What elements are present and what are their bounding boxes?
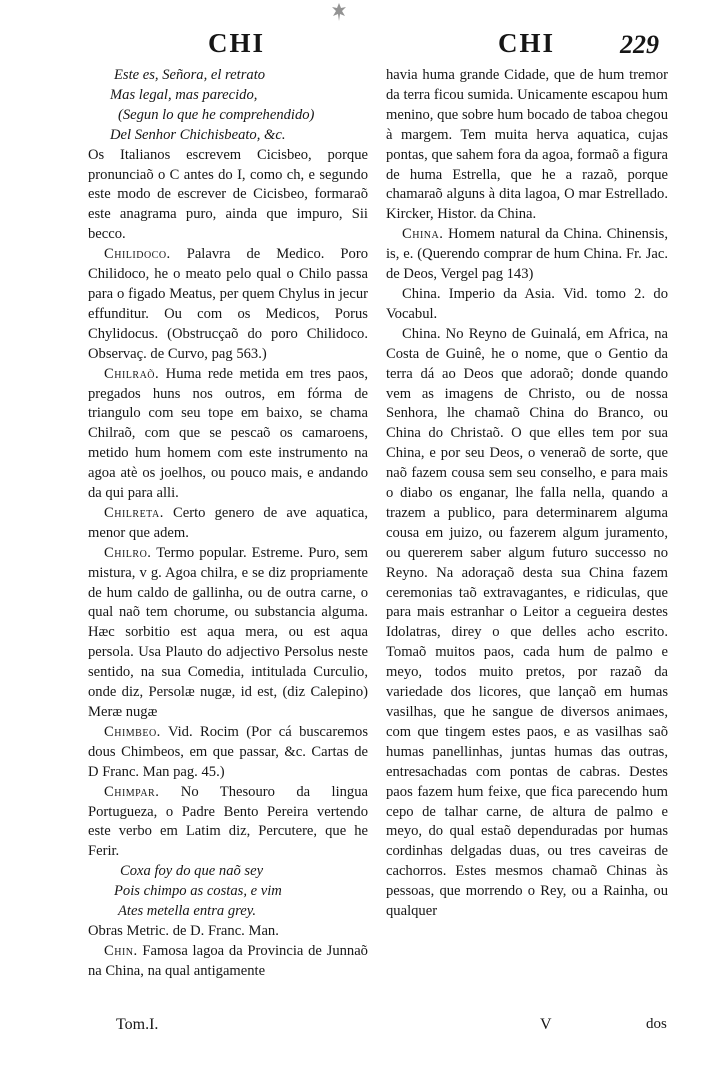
running-head-right: CHI bbox=[498, 28, 556, 58]
entry-headword: Chilraõ. bbox=[104, 365, 160, 382]
verse-block-1 bbox=[88, 66, 368, 146]
entry-china-imperio: China. Imperio da Asia. Vid. tomo 2. do Vocabul. bbox=[386, 285, 668, 322]
entry-chilro bbox=[88, 544, 368, 723]
entry-text: Certo genero de ave aquatica, menor que adem. bbox=[88, 504, 368, 541]
volume-label: Tom.I. bbox=[116, 1016, 159, 1033]
entry-chilidoco bbox=[88, 245, 368, 364]
verse-line: Ates metella entra grey. bbox=[118, 903, 257, 920]
cicisbeo-paragraph: Os Italianos escrevem Cicisbeo, porque pronunciaõ o C antes do I, como ch, e segundo este modo de escrever de Cicisbeo, formaraõ este anagrama puro, ainda que impuro, Sii becco. bbox=[88, 146, 368, 243]
entry-china-homem bbox=[386, 225, 668, 285]
entry-text: Palavra de Medico. Poro Chilidoco, he o meato pelo qual o Chilo passa para o figado Meatus, per quem Chylus in jecur effunditur. Ou com os Medicos, Porus Chylidocus. (Obstrucçaõ do poro Chilidoco. Observaç. de Curvo, pag 563.) bbox=[88, 246, 368, 362]
entry-headword: Chilreta. bbox=[104, 504, 164, 521]
entry-text: Huma rede metida em tres paos, pregados huns nos outros, em fórma de triangulo com seu tope em baixo, se chama Chilraõ, com que se pescaõ os camaroens, metido hum homem com este instrumento na agoa atè os joelhos, ou pouco mais, e andando da qui para alli. bbox=[88, 365, 368, 502]
entry-chimpar bbox=[88, 783, 368, 863]
chin-continuation: havia huma grande Cidade, que de hum tremor da terra ficou sumida. Unicamente escapou hum menino, que sobre hum bocado de taboa chegou à margem. Tem muita herva aquatica, cujas pontas, que sahem fora da agoa, formaõ a figura de huma Estrella, que he a razaõ, porque chamaraõ alguns à dita lagoa, O mar Estrellado. Kircker, Histor. da China. bbox=[386, 67, 668, 223]
verse-block-2 bbox=[88, 862, 368, 922]
entry-chilrao bbox=[88, 365, 368, 504]
running-head-left: CHI bbox=[208, 28, 266, 58]
entry-headword: Chilro. bbox=[104, 544, 152, 561]
entry-china-guinala: China. No Reyno de Guinalá, em Africa, na Costa de Guinê, he o nome, que o Gentio da terra dá ao Deos que adoraõ; donde quando vem as imagens de Christo, ou de nossa Senhora, lhe chamaõ China do Branco, ou China do Christaõ. O que elles tem por sua China, e por seu Deos, o veneraõ de sorte, que naõ fazem cousa sem seu conselho, e para mais o diabo os enganar, lhe falla nella, quando a trazem a publico, para determinarem alguma cousa em juizo, ou fazerem algum juramento, ou quererem saber algum futuro successo no Reyno. Na adoraçaõ desta sua China fazem ceremonias taõ extravagantes, e ridiculas, que para mais estranhar o Leitor a cegueira destes Idolatras, direy o que delles acho escrito. Tomaõ muitos paos, cada hum de palmo e meyo, todos muito pretos, por razaõ da variedade dos licores, que lançaõ em humas vasilhas, que he sangue de diversos animaes, com que tingem estes paos, e as vasilhas saõ humas panellinhas, juntas humas das outras, entresachadas com pontas de cabras. Destes paos fazem hum feixe, que fica parecendo hum cepo de talhar carne, de altura de palmo e meyo, do qual estaõ dependuradas por humas cordinhas delgadas duas, ou tres caveiras de cachorros. Estes mesmos chamaõ Chinas às pessoas, que morrendo o Rey, ou a Rainha, ou qualquer bbox=[386, 325, 668, 920]
verse-line: (Segun lo que he comprehendido) bbox=[118, 106, 315, 123]
left-column bbox=[88, 66, 368, 982]
entry-text: Famosa lagoa da Provincia de Junnaõ na China, na qual antigamente bbox=[88, 942, 368, 979]
verse-line: Mas legal, mas parecido, bbox=[110, 86, 258, 103]
page-number: 229 bbox=[620, 30, 659, 59]
verse-line: Este es, Señora, el retrato bbox=[114, 67, 266, 83]
entry-text: No Thesouro da lingua Portugueza, o Padre Bento Pereira vertendo este verbo em Latim diz, Percutere, que he Ferir. bbox=[88, 783, 368, 860]
entry-chin bbox=[88, 942, 368, 982]
entry-text: Termo popular. Estreme. Puro, sem mistura, v g. Agoa chilra, e se diz propriamente de hum caldo de gallinha, ou de outra carne, o qual naõ tem chorume, ou substancia alguma. Hæc sorbitio est aqua mera, ou est aqua persola. Usa Plauto do adjectivo Persolus neste sentido, na sua Comedia, intitulada Curculio, onde diz, Persolæ nugæ, id est, (diz Calepino) Meræ nugæ bbox=[88, 544, 368, 720]
right-column bbox=[386, 66, 668, 922]
entry-text: Homem natural da China. Chinensis, is, e. (Querendo comprar de hum China. Fr. Jac. de Deos, Vergel pag 143) bbox=[386, 226, 668, 283]
entry-chimbeo bbox=[88, 723, 368, 783]
printer-ornament-icon bbox=[330, 2, 348, 22]
entry-headword: Chimbeo. bbox=[104, 723, 161, 740]
entry-headword: Chilidoco. bbox=[104, 246, 171, 263]
entry-chilreta bbox=[88, 504, 368, 544]
verse-line: Pois chimpo as costas, e vim bbox=[114, 883, 282, 900]
entry-headword: China. bbox=[402, 226, 444, 243]
verse-line: Coxa foy do que naõ sey bbox=[120, 863, 264, 880]
entry-headword: Chimpar. bbox=[104, 783, 160, 800]
entry-text: Vid. Rocim (Por cá buscaremos dous Chimbeos, em que passar, &c. Cartas de D Franc. Man pag. 45.) bbox=[88, 723, 369, 780]
citation-obras: Obras Metric. de D. Franc. Man. bbox=[88, 922, 279, 939]
verse-line: Del Senhor Chichisbeato, &c. bbox=[110, 126, 286, 143]
catchword: dos bbox=[646, 1016, 667, 1032]
signature-mark: V bbox=[540, 1016, 552, 1033]
entry-headword: Chin. bbox=[104, 942, 138, 959]
